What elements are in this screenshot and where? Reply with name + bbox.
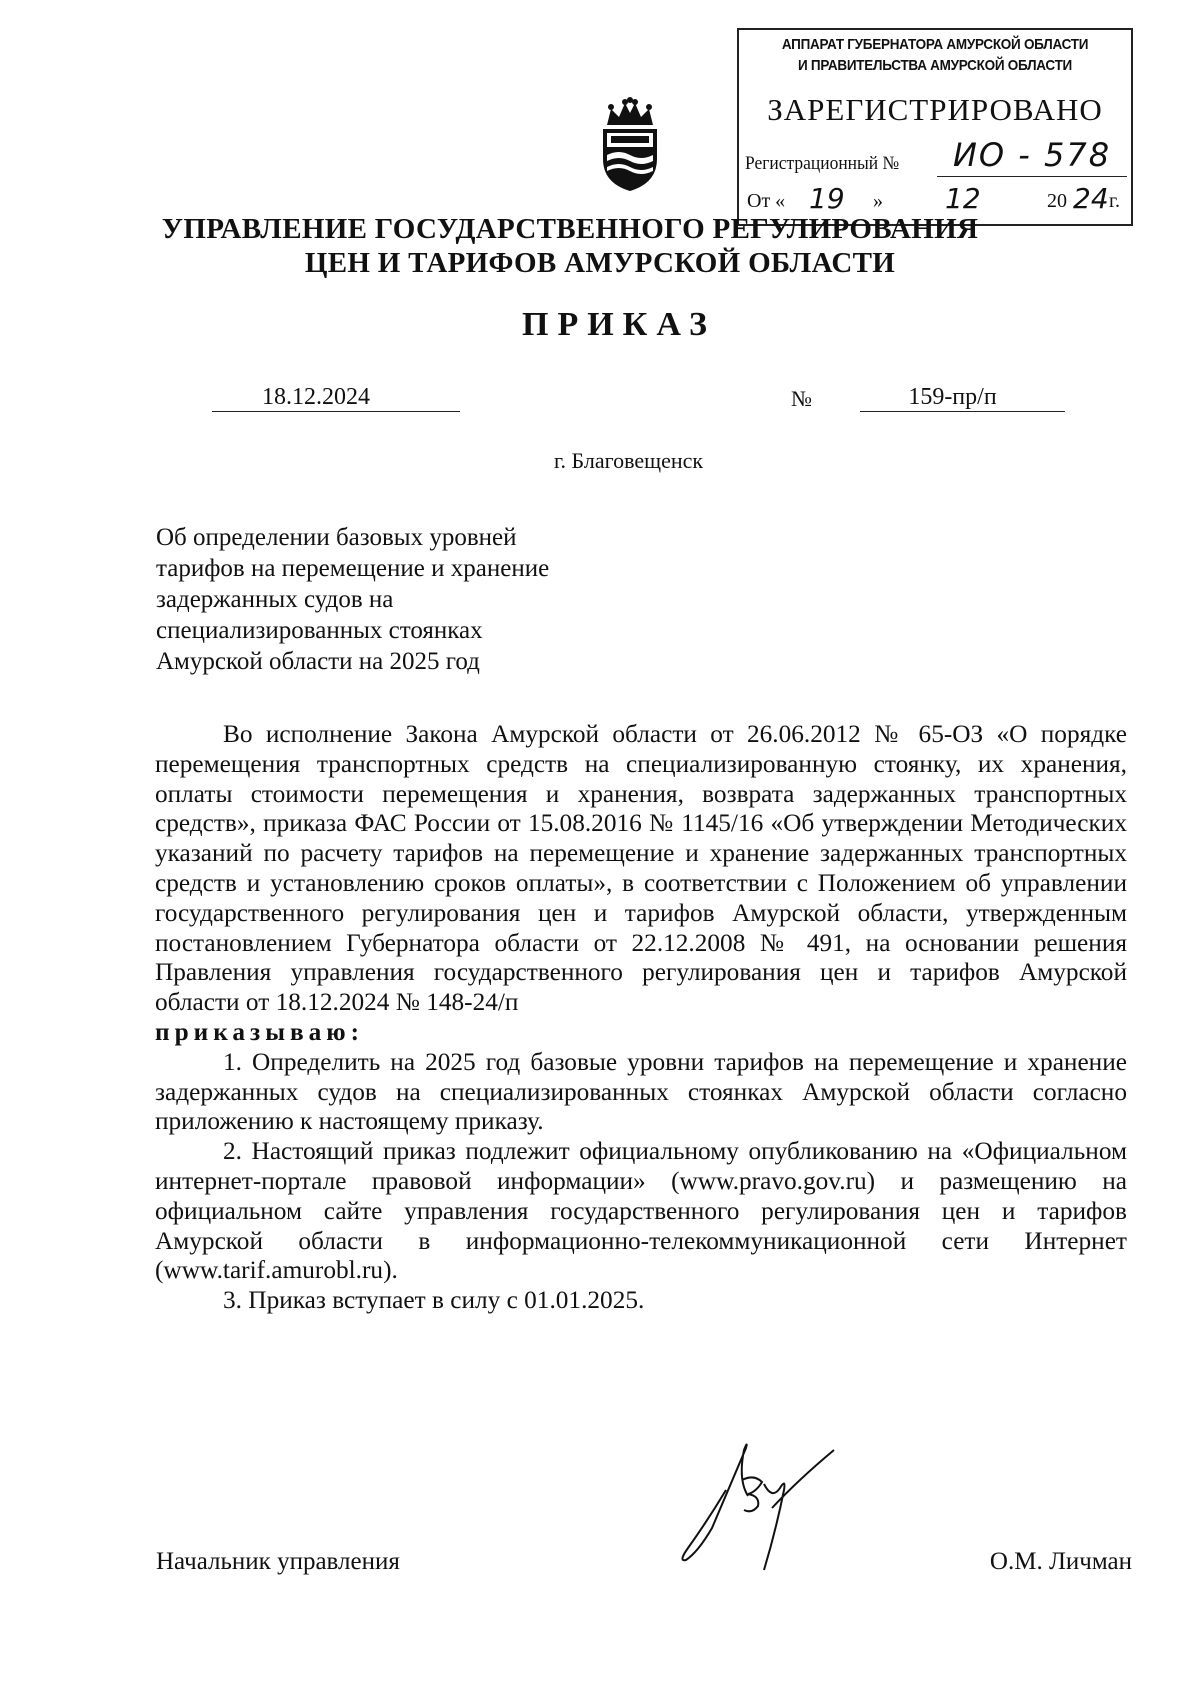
- subject-line: задержанных судов на: [156, 586, 394, 613]
- order-item-2: 2. Настоящий приказ подлежит официальному опубликованию на «Официальном интернет-портале правовой информации» (www.pravo.gov.ru) и размещению на официальном сайте управления государственного регулирования цен и тарифов Амурской области в информационно-телекоммуникационной сети Интернет (www.tarif.amurobl.ru).: [155, 1137, 1127, 1285]
- order-word: приказываю:: [155, 1017, 365, 1046]
- order-number-label: №: [791, 386, 812, 411]
- order-subject: [156, 522, 676, 677]
- stamp-regnum-value: ИО - 578: [937, 136, 1127, 177]
- stamp-date-year-suffix: 24: [1073, 182, 1109, 215]
- stamp-regnum-label: Регистрационный №: [745, 153, 900, 174]
- org-title-line2: ЦЕН И ТАРИФОВ АМУРСКОЙ ОБЛАСТИ: [304, 247, 896, 279]
- stamp-date-year-prefix: 20: [1047, 190, 1067, 212]
- order-number: 159-пр/п: [860, 384, 1065, 412]
- stamp-date-day: 19: [809, 182, 845, 215]
- coat-of-arms-icon: [597, 97, 663, 193]
- subject-line: специализированных стоянках: [156, 617, 483, 644]
- preamble-paragraph: Во исполнение Закона Амурской области от 26.06.2012 № 65-ОЗ «О порядке перемещения транспортных средств на специализированную стоянку, их хранения, оплаты стоимости перемещения и хранения, возврата задержанных транспортных средств», приказа ФАС России от 15.08.2016 № 1145/16 «Об утверждении Методических указаний по расчету тарифов на перемещение и хранение задержанных транспортных средств и установлению сроков оплаты», в соответствии с Положением об управлении государственного регулирования цен и тарифов Амурской области, утвержденным постановлением Губернатора области от 22.12.2008 № 491, на основании решения Правления управления государственного регулирования цен и тарифов Амурской области от 18.12.2024 № 148-24/п: [155, 720, 1127, 1017]
- order-city: г. Благовещенск: [554, 448, 704, 473]
- order-date: 18.12.2024: [212, 384, 460, 412]
- subject-line: тарифов на перемещение и хранение: [156, 555, 550, 582]
- stamp-date-from: От «: [747, 190, 786, 212]
- order-item-1: 1. Определить на 2025 год базовые уровни тарифов на перемещение и хранение задержанных судов на специализированных стоянках Амурской области согласно приложению к настоящему приказу.: [155, 1047, 1127, 1136]
- stamp-date-month: 12: [945, 182, 981, 215]
- document-type-title: ПРИКАЗ: [522, 306, 716, 343]
- stamp-date-quote: »: [873, 190, 883, 212]
- stamp-registered-label: ЗАРЕГИСТРИРОВАНО: [767, 92, 1103, 127]
- handwritten-signature: [668, 1420, 838, 1580]
- org-title-line1: УПРАВЛЕНИЕ ГОСУДАРСТВЕННОГО РЕГУЛИРОВАНИЯ: [161, 213, 979, 245]
- signer-name: О.М. Личман: [989, 1548, 1132, 1575]
- stamp-authority-line1: АППАРАТ ГУБЕРНАТОРА АМУРСКОЙ ОБЛАСТИ: [781, 36, 1089, 53]
- subject-line: Об определении базовых уровней: [156, 524, 517, 551]
- order-body: [155, 720, 1127, 1316]
- stamp-date-year-end: г.: [1109, 190, 1120, 212]
- stamp-authority-line2: И ПРАВИТЕЛЬСТВА АМУРСКОЙ ОБЛАСТИ: [798, 57, 1072, 74]
- signer-title: Начальник управления: [156, 1548, 400, 1575]
- registration-stamp: [737, 28, 1133, 226]
- subject-line: Амурской области на 2025 год: [156, 648, 480, 675]
- order-item-3: 3. Приказ вступает в силу с 01.01.2025.: [223, 1286, 645, 1315]
